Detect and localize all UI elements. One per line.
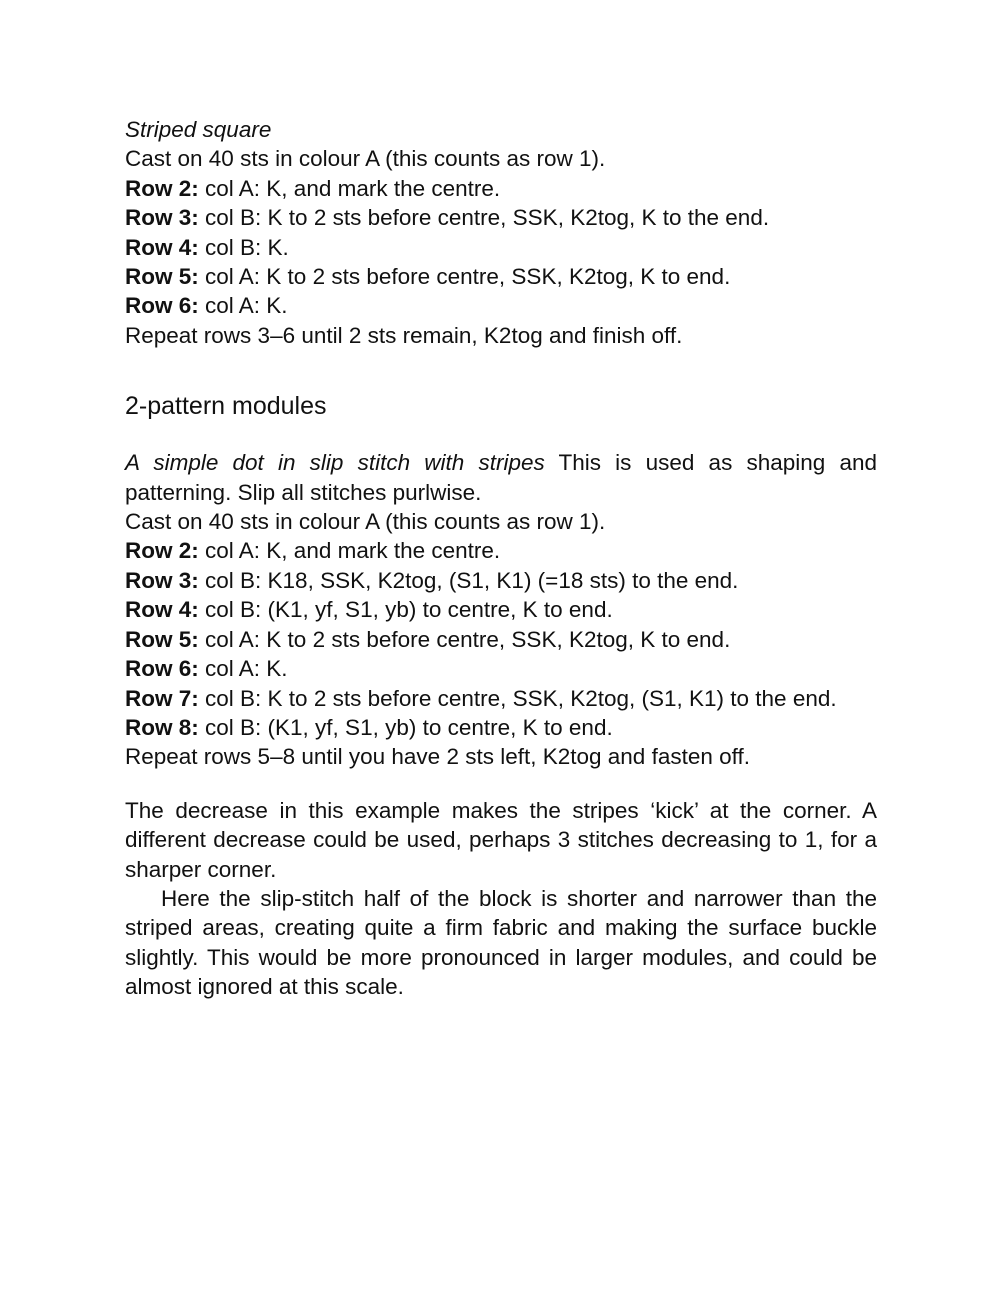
cast-on-instruction: Cast on 40 sts in colour A (this counts as row 1).: [125, 509, 606, 535]
row-instruction: [125, 654, 877, 683]
row-instruction: [125, 233, 877, 262]
row-label: Row 3:: [125, 205, 199, 231]
row-text: col B: K to 2 sts before centre, SSK, K2tog, (S1, K1) to the end.: [198, 685, 837, 711]
section-title: Striped square: [125, 117, 272, 142]
row-text: col B: K to 2 sts before centre, SSK, K2tog, K to the end.: [198, 205, 770, 231]
row-label: Row 2:: [125, 175, 199, 201]
row-label: Row 5:: [125, 264, 199, 290]
row-label: Row 3:: [125, 567, 199, 593]
row-instruction: [125, 566, 877, 595]
row-label: Row 5:: [125, 626, 199, 652]
row-text: col B: (K1, yf, S1, yb) to centre, K to end.: [198, 714, 613, 740]
row-text: col B: (K1, yf, S1, yb) to centre, K to end.: [198, 597, 613, 623]
row-text: col A: K, and mark the centre.: [198, 175, 501, 201]
body-paragraph: The decrease in this example makes the stripes ‘kick’ at the corner. A different decrease could be used, perhaps 3 stitches decreasing to 1, for a sharper corner.: [125, 797, 877, 882]
intro-paragraph: [125, 448, 877, 507]
body-paragraph: Here the slip-stitch half of the block is shorter and narrower than the striped areas, creating quite a firm fabric and making the surface buckle slightly. This would be more pronounced in larger modules, and could be almost ignored at this scale.: [125, 885, 877, 1000]
row-text: col B: K.: [198, 234, 289, 260]
intro-italic: A simple dot in slip stitch with stripes: [125, 450, 545, 476]
row-instruction: [125, 713, 877, 742]
paragraph-spacer: [125, 772, 877, 796]
row-label: Row 8:: [125, 714, 199, 740]
row-label: Row 2:: [125, 538, 199, 564]
row-text: col B: K18, SSK, K2tog, (S1, K1) (=18 sts) to the end.: [198, 567, 739, 593]
repeat-instruction: Repeat rows 3–6 until 2 sts remain, K2tog and finish off.: [125, 322, 683, 348]
row-instruction: [125, 625, 877, 654]
row-text: col A: K.: [198, 293, 288, 319]
cast-on-instruction: Cast on 40 sts in colour A (this counts as row 1).: [125, 146, 606, 172]
row-label: Row 6:: [125, 293, 199, 319]
row-label: Row 4:: [125, 597, 199, 623]
row-label: Row 6:: [125, 656, 199, 682]
row-instruction: [125, 262, 877, 291]
row-instruction: [125, 174, 877, 203]
row-instruction: [125, 595, 877, 624]
row-label: Row 4:: [125, 234, 199, 260]
page-body: [125, 115, 877, 1002]
row-instruction: [125, 684, 877, 713]
row-instruction: [125, 203, 877, 232]
row-text: col A: K, and mark the centre.: [198, 538, 501, 564]
intro-text: This is used as shaping and patterning. Slip all stitches purlwise.: [125, 450, 878, 505]
repeat-instruction: Repeat rows 5–8 until you have 2 sts left, K2tog and fasten off.: [125, 744, 750, 770]
section-heading: 2-pattern modules: [125, 392, 327, 421]
row-text: col A: K to 2 sts before centre, SSK, K2tog, K to end.: [198, 264, 731, 290]
row-instruction: [125, 536, 877, 565]
row-instruction: [125, 291, 877, 320]
row-text: col A: K.: [198, 656, 288, 682]
row-label: Row 7:: [125, 685, 199, 711]
row-text: col A: K to 2 sts before centre, SSK, K2tog, K to end.: [198, 626, 731, 652]
